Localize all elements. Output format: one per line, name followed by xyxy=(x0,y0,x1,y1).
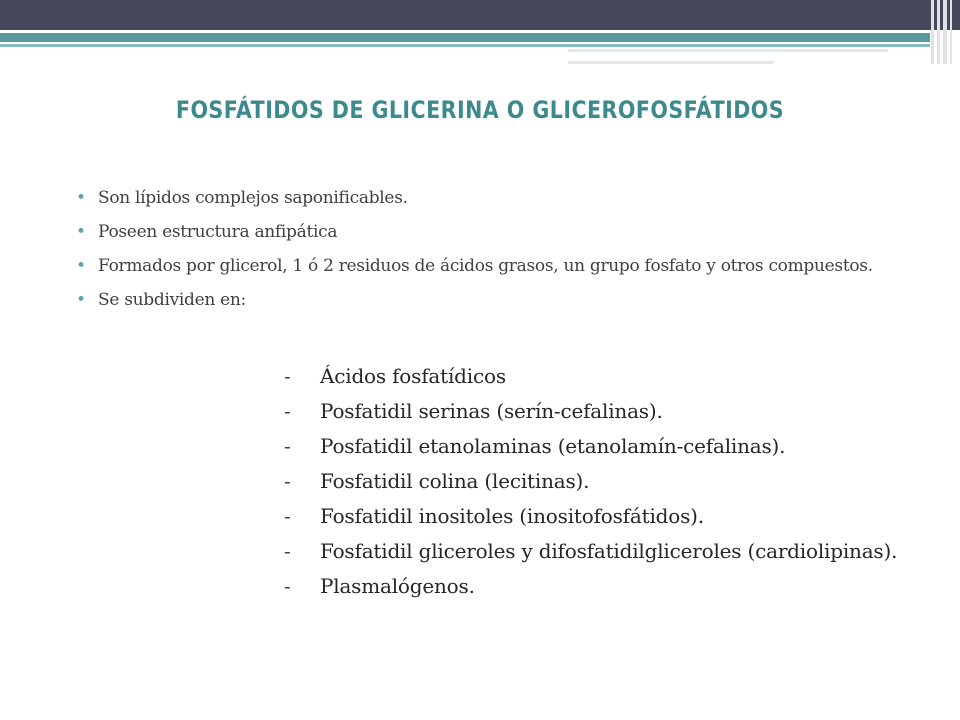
subtype-item xyxy=(284,572,924,600)
subtype-text: Ácidos fosfatídicos xyxy=(320,364,506,388)
bullet-marker: • xyxy=(76,256,86,276)
dash-marker: - xyxy=(284,574,291,598)
bullet-text: Formados por glicerol, 1 ó 2 residuos de ácidos grasos, un grupo fosfato y otros compuestos. xyxy=(98,256,873,276)
bullet-item xyxy=(76,288,896,313)
dash-marker: - xyxy=(284,539,291,563)
slide-title: FOSFÁTIDOS DE GLICERINA O GLICEROFOSFÁTIDOS xyxy=(175,96,785,124)
bullet-text: Se subdividen en: xyxy=(98,290,246,310)
subtype-item xyxy=(284,362,924,390)
dash-marker: - xyxy=(284,504,291,528)
header-teal-band xyxy=(0,33,930,42)
subtype-item xyxy=(284,537,924,565)
bullet-text: Poseen estructura anfipática xyxy=(98,222,338,242)
subtype-text: Posfatidil etanolaminas (etanolamín-cefalinas). xyxy=(320,434,786,458)
bullet-list xyxy=(76,186,896,322)
header-teal-band-light xyxy=(0,44,930,47)
header-stripe xyxy=(943,0,947,64)
subtype-item xyxy=(284,467,924,495)
bullet-item xyxy=(76,220,896,245)
bullet-item xyxy=(76,254,896,279)
subtype-item xyxy=(284,397,924,425)
dash-marker: - xyxy=(284,399,291,423)
bullet-marker: • xyxy=(76,290,86,310)
bullet-marker: • xyxy=(76,222,86,242)
subtype-text: Fosfatidil gliceroles y difosfatidilgliceroles (cardiolipinas). xyxy=(320,539,898,563)
subtype-text: Plasmalógenos. xyxy=(320,574,475,598)
header-stripe xyxy=(950,0,952,64)
subtype-list xyxy=(284,362,924,607)
header-line xyxy=(568,61,774,64)
header-stripe xyxy=(937,0,940,64)
subtype-item xyxy=(284,502,924,530)
subtype-text: Fosfatidil inositoles (inositofosfátidos). xyxy=(320,504,704,528)
subtype-text: Fosfatidil colina (lecitinas). xyxy=(320,469,590,493)
dash-marker: - xyxy=(284,434,291,458)
bullet-item xyxy=(76,186,896,211)
subtype-item xyxy=(284,432,924,460)
header-line xyxy=(568,49,888,52)
dash-marker: - xyxy=(284,364,291,388)
dash-marker: - xyxy=(284,469,291,493)
bullet-marker: • xyxy=(76,188,86,208)
bullet-text: Son lípidos complejos saponificables. xyxy=(98,188,408,208)
header-stripe xyxy=(931,0,934,64)
subtype-text: Posfatidil serinas (serín-cefalinas). xyxy=(320,399,663,423)
header-bar xyxy=(0,0,960,30)
